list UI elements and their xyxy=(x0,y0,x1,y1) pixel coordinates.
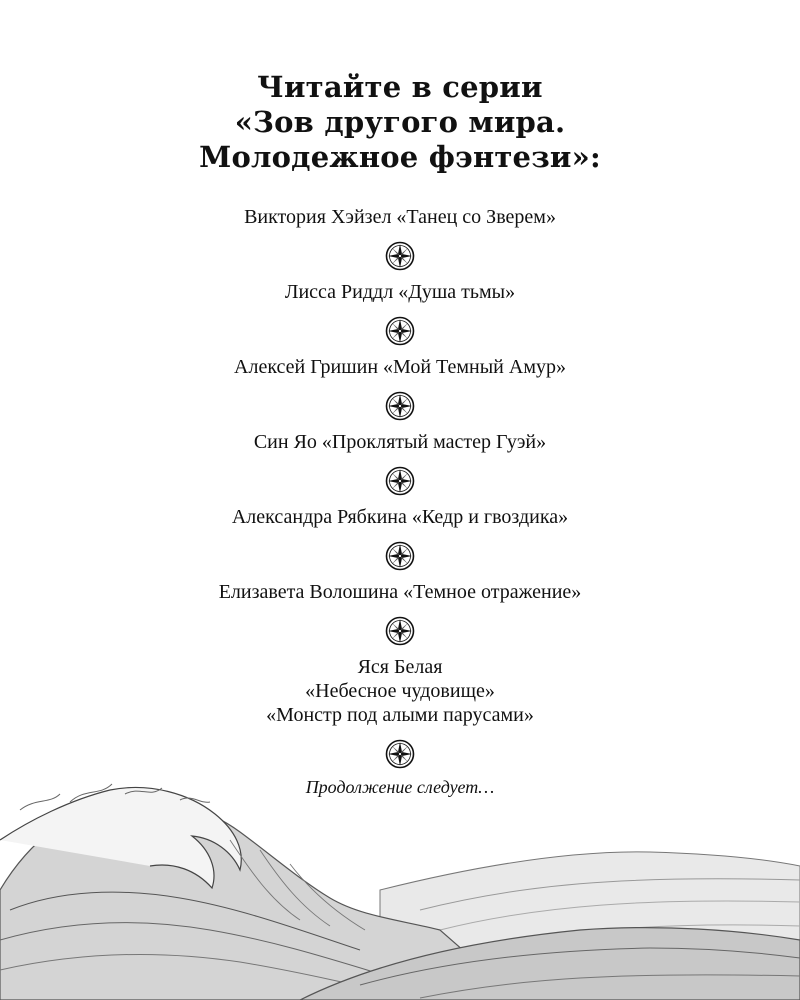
compass-rose-icon xyxy=(385,466,415,496)
compass-rose-icon xyxy=(385,541,415,571)
book-entry-7-author: Яся Белая xyxy=(357,656,443,678)
book-entry-4: Син Яо «Проклятый мастер Гуэй» xyxy=(253,431,547,453)
book-entry-5: Александра Рябкина «Кедр и гвоздика» xyxy=(231,506,569,528)
heading-line-3: Молодежное фэнтези»: xyxy=(199,140,601,174)
heading-line-2: «Зов другого мира. xyxy=(234,105,566,139)
continuation-note: Продолжение следует… xyxy=(305,777,495,797)
compass-rose-icon xyxy=(385,316,415,346)
compass-rose-icon xyxy=(385,241,415,271)
book-list xyxy=(0,205,800,778)
book-entry-1: Виктория Хэйзел «Танец со Зверем» xyxy=(244,206,556,228)
compass-rose-icon xyxy=(385,616,415,646)
book-entry-6: Елизавета Волошина «Темное отражение» xyxy=(218,581,582,603)
compass-rose-icon xyxy=(385,739,415,769)
ocean-waves-illustration xyxy=(0,780,800,1000)
book-entry-3: Алексей Гришин «Мой Темный Амур» xyxy=(234,356,566,378)
series-heading xyxy=(0,70,800,175)
book-entry-7 xyxy=(0,655,800,727)
book-entry-2: Лисса Риддл «Душа тьмы» xyxy=(284,281,516,303)
book-entry-7-title-1: «Небесное чудовище» xyxy=(305,680,495,702)
book-entry-7-title-2: «Монстр под алыми парусами» xyxy=(266,704,534,726)
compass-rose-icon xyxy=(385,391,415,421)
heading-line-1: Читайте в серии xyxy=(257,70,543,104)
